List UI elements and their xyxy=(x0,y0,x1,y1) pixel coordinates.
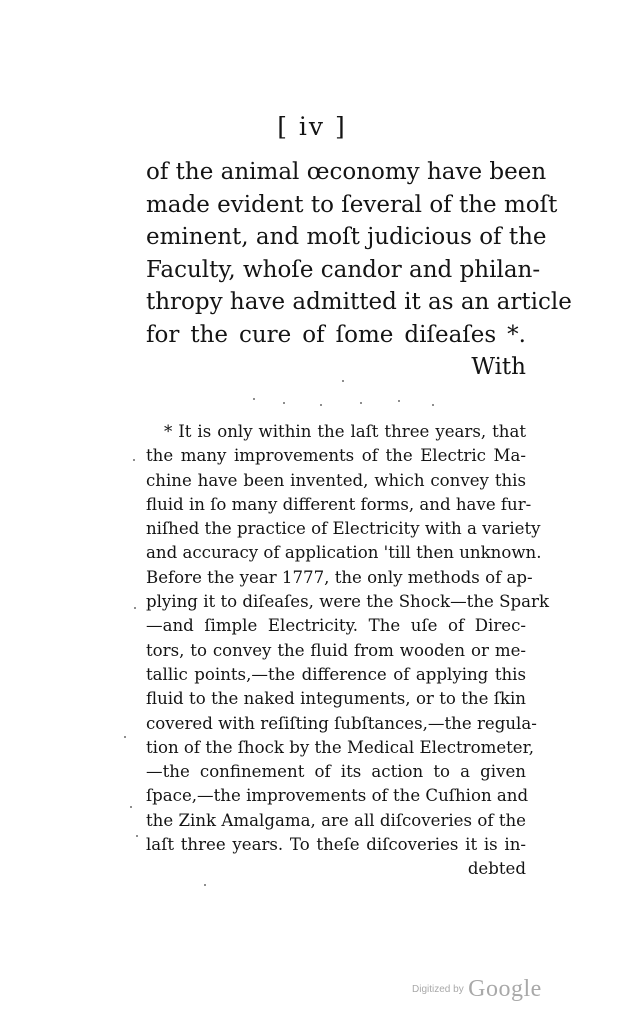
google-logo: Google xyxy=(468,976,542,1002)
main-text-line: of the animal œconomy have been xyxy=(146,159,547,185)
footnote-line: fluid to the naked integuments, or to the ſkin xyxy=(146,689,526,709)
scan-speck xyxy=(253,398,255,400)
watermark-prefix: Digitized by xyxy=(412,984,464,995)
main-text-line: eminent, and moſt judicious of the xyxy=(146,224,547,250)
footnote-line: —and ſimple Electricity. The uſe of Direc- xyxy=(146,616,526,636)
footnote-line: plying it to diſeaſes, were the Shock—the Spark xyxy=(146,592,549,612)
main-text-line: thropy have admitted it as an article xyxy=(146,289,572,315)
scan-speck xyxy=(136,835,138,837)
footnote-line: and accuracy of application 'till then unknown. xyxy=(146,543,542,563)
scan-speck xyxy=(124,736,126,738)
footnote-line: niſhed the practice of Electricity with a variety xyxy=(146,519,541,539)
scan-speck xyxy=(398,400,400,402)
scan-speck xyxy=(130,806,132,808)
main-text-line: made evident to ſeveral of the moſt xyxy=(146,191,558,218)
footnote-line: laſt three years. To theſe diſcoveries it is in- xyxy=(146,835,526,855)
main-text-line: Faculty, whoſe candor and philan- xyxy=(146,256,541,283)
scan-speck xyxy=(283,402,285,404)
footnote-line: covered with reſiſting ſubſtances,—the regula- xyxy=(146,713,537,733)
footnote-line: tors, to convey the fluid from wooden or me- xyxy=(146,640,526,660)
main-text-line: for the cure of ſome diſeaſes *. xyxy=(146,321,526,348)
main-text-block xyxy=(146,156,572,384)
scan-speck xyxy=(133,459,135,461)
footnote-line: fluid in ſo many different forms, and have fur- xyxy=(146,494,532,514)
footnote-line: Before the year 1777, the only methods of ap- xyxy=(146,567,533,587)
footnote-line: chine have been invented, which convey this xyxy=(146,470,526,490)
scan-speck xyxy=(342,380,344,382)
scan-speck xyxy=(134,607,136,609)
footnote-line: ſpace,—the improvements of the Cuſhion and xyxy=(146,786,529,806)
footnote-block xyxy=(146,420,549,882)
footnote-catchword: debted xyxy=(467,859,526,879)
footnote-line: tion of the ſhock by the Medical Electrometer, xyxy=(146,737,535,757)
scan-speck xyxy=(432,404,434,406)
footnote-line: * It is only within the laſt three years, that xyxy=(164,422,526,441)
google-watermark xyxy=(412,976,542,1003)
page-number: [ iv ] xyxy=(277,112,347,141)
footnote-line: the many improvements of the Electric Ma- xyxy=(146,446,526,466)
scan-speck xyxy=(320,404,322,406)
scan-speck xyxy=(204,884,206,886)
scan-speck xyxy=(360,402,362,404)
footnote-line: tallic points,—the difference of applying this xyxy=(146,664,526,684)
main-catchword: With xyxy=(471,354,526,380)
footnote-line: the Zink Amalgama, are all diſcoveries of the xyxy=(146,810,526,830)
footnote-line: —the confinement of its action to a given xyxy=(146,762,526,782)
